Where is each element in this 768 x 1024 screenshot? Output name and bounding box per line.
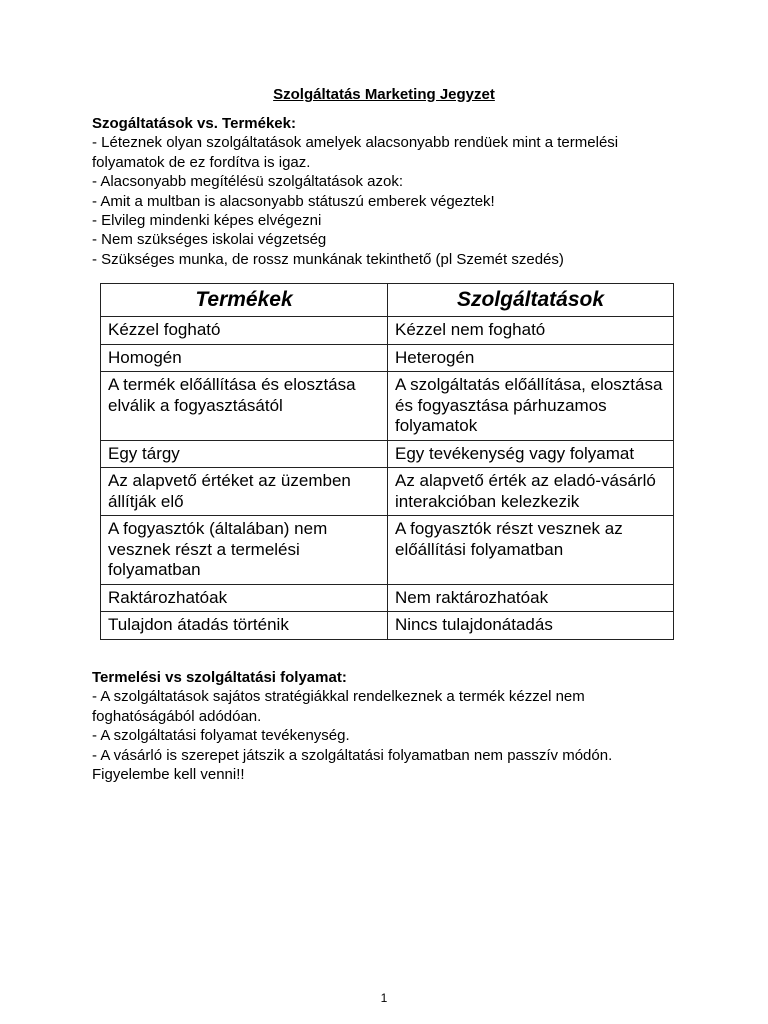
table-cell-product: Az alapvető értéket az üzemben állítják elő <box>101 468 388 516</box>
section-heading: Szogáltatások vs. Termékek: <box>92 115 296 132</box>
text-line: - A szolgáltatások sajátos stratégiákkal rendelkeznek a termék kézzel nem foghatóságából adódóan. <box>92 688 585 725</box>
table-row <box>101 516 674 585</box>
text-line: - A vásárló is szerepet játszik a szolgáltatási folyamatban nem passzív módón. Figyelembe kell venni!! <box>92 746 613 784</box>
table-cell-service: Egy tevékenység vagy folyamat <box>388 440 674 468</box>
table-cell-service: Heterogén <box>388 344 674 372</box>
table-row <box>101 440 674 468</box>
table-row <box>101 612 674 640</box>
text-line: - A szolgáltatási folyamat tevékenység. <box>92 727 350 745</box>
table-row <box>101 344 674 372</box>
table-cell-product: Raktározhatóak <box>101 584 388 612</box>
column-header-products: Termékek <box>101 284 388 317</box>
table-cell-service: Kézzel nem fogható <box>388 317 674 345</box>
table-cell-product: A termék előállítása és elosztása elválik a fogyasztásától <box>101 372 388 441</box>
table-row <box>101 372 674 441</box>
table-row <box>101 468 674 516</box>
text-line: - Elvileg mindenki képes elvégezni <box>92 212 322 230</box>
table-cell-service: Nincs tulajdonátadás <box>388 612 674 640</box>
section-heading: Termelési vs szolgáltatási folyamat: <box>92 669 347 686</box>
table-cell-product: Homogén <box>101 344 388 372</box>
table-row <box>101 584 674 612</box>
comparison-table <box>100 283 674 640</box>
table-cell-service: A fogyasztók részt vesznek az előállítási folyamatban <box>388 516 674 585</box>
text-line: - Szükséges munka, de rossz munkának tekinthető (pl Szemét szedés) <box>92 250 564 268</box>
table-header-row <box>101 284 674 317</box>
table-cell-service: Nem raktározhatóak <box>388 584 674 612</box>
table-cell-product: Egy tárgy <box>101 440 388 468</box>
text-line: - Amit a multban is alacsonyabb státuszú emberek végeztek! <box>92 192 495 210</box>
section-production-vs-service-process <box>92 668 682 784</box>
table-row <box>101 317 674 345</box>
column-header-services: Szolgáltatások <box>388 284 674 317</box>
section-products-vs-services <box>92 114 682 269</box>
text-line: - Nem szükséges iskolai végzetség <box>92 231 327 249</box>
table-cell-product: A fogyasztók (általában) nem vesznek részt a termelési folyamatban <box>101 516 388 585</box>
table-cell-product: Tulajdon átadás történik <box>101 612 388 640</box>
text-line: - Léteznek olyan szolgáltatások amelyek alacsonyabb rendüek mint a termelési folyamatok de ez fordítva is igaz. <box>92 134 619 171</box>
table-cell-service: A szolgáltatás előállítása, elosztása és fogyasztása párhuzamos folyamatok <box>388 372 674 441</box>
table-cell-product: Kézzel fogható <box>101 317 388 345</box>
page-title: Szolgáltatás Marketing Jegyzet <box>273 86 495 103</box>
table-cell-service: Az alapvető érték az eladó-vásárló interakcióban kelezkezik <box>388 468 674 516</box>
text-line: - Alacsonyabb megítélésü szolgáltatások azok: <box>92 173 404 191</box>
page-number: 1 <box>380 991 388 1005</box>
